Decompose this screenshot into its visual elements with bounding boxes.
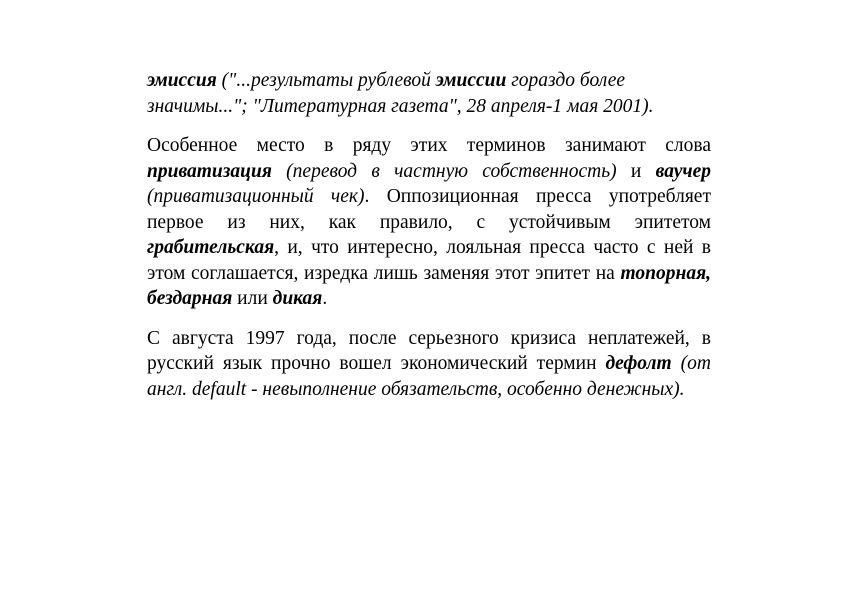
paragraph-privatization bbox=[147, 133, 711, 312]
definition-default: (от англ. default - невыполнение обязательств, особенно денежных). bbox=[147, 353, 712, 400]
text-run: С августа 1997 года, после серьезного кризиса неплатежей, в русский язык прочно вошел экономический термин bbox=[147, 327, 711, 374]
text-run: , и, что интересно, лояльная пресса часто с ней в этом соглашается, изредка лишь заменяя этот эпитет на bbox=[147, 237, 711, 284]
term-voucher: ваучер bbox=[655, 160, 711, 182]
text-run: . Оппозиционная пресса употребляет первое из них, как правило, с устойчивым эпитетом bbox=[147, 186, 711, 233]
text-run: . bbox=[322, 288, 328, 309]
term-wild: дикая bbox=[272, 288, 323, 309]
term-emission: эмиссия bbox=[147, 70, 217, 91]
quote-source: гораздо более значимы..."; "Литературная газета", 28 апреля-1 мая 2001). bbox=[147, 70, 654, 117]
term-default: дефолт bbox=[605, 353, 672, 374]
text-run: и bbox=[616, 160, 656, 182]
document-page bbox=[147, 68, 711, 402]
definition-privatization: (перевод в частную собственность) bbox=[271, 160, 617, 182]
definition-voucher: (приватизационный чек) bbox=[147, 186, 365, 207]
text-run: или bbox=[232, 288, 273, 309]
text-run: Особенное место в ряду этих терминов занимают слова bbox=[147, 135, 711, 156]
quote-text: ("...результаты рублевой bbox=[216, 70, 436, 91]
paragraph-emission bbox=[147, 68, 711, 119]
term-emission-quoted: эмиссии bbox=[435, 70, 507, 91]
term-privatization: приватизация bbox=[147, 160, 272, 182]
term-predatory: грабительская bbox=[147, 237, 275, 258]
paragraph-default bbox=[147, 326, 711, 403]
term-clumsy-inept: топорная, бездарная bbox=[147, 262, 711, 309]
